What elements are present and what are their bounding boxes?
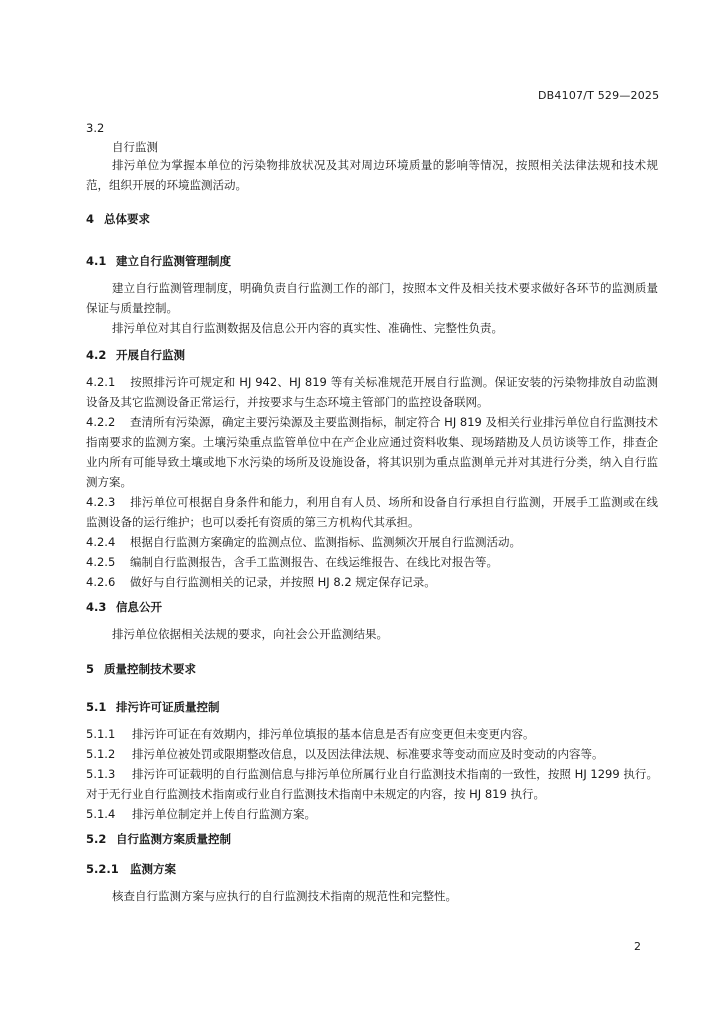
clause-text: 排污单位被处罚或限期整改信息，以及因法律法规、标准要求等变动而应及时变动的内容等。 [132, 747, 604, 761]
clause-5-1-3 [86, 764, 658, 804]
section-4-3-number: 4.3 [86, 600, 107, 614]
section-5-1-number: 5.1 [86, 700, 107, 714]
clause-text: 按照排污许可规定和 HJ 942、HJ 819 等有关标准规范开展自行监测。保证安装的污染物排放自动监测设备及其它监测设备正常运行，并按要求与生态环境主管部门的监控设备联网。 [86, 375, 658, 409]
section-4-1-paragraph-2: 排污单位对其自行监测数据及信息公开内容的真实性、准确性、完整性负责。 [112, 321, 503, 335]
clause-number: 4.2.4 [86, 535, 116, 549]
clause-number: 5.1.1 [86, 727, 116, 741]
clause-number: 4.2.2 [86, 415, 116, 429]
section-5-1-title: 排污许可证质量控制 [116, 700, 220, 714]
section-5-heading [86, 661, 196, 677]
section-4-2-number: 4.2 [86, 348, 107, 362]
clause-text: 排污单位可根据自身条件和能力，利用自有人员、场所和设备自行承担自行监测，开展手工监测或在线监测设备的运行维护；也可以委托有资质的第三方机构代其承担。 [86, 495, 658, 529]
section-5-2-1-paragraph: 核查自行监测方案与应执行的自行监测技术指南的规范性和完整性。 [112, 889, 457, 903]
clause-4-2-4 [86, 532, 658, 552]
section-5-2-1-number: 5.2.1 [86, 862, 119, 876]
clause-4-2-5 [86, 552, 658, 572]
clause-4-2-6 [86, 572, 658, 592]
clause-4-2-3 [86, 492, 658, 532]
clause-5-1-1 [86, 724, 658, 744]
section-4-2-title: 开展自行监测 [116, 348, 185, 362]
clause-text: 排污许可证在有效期内，排污单位填报的基本信息是否有应变更但未变更内容。 [132, 727, 535, 741]
clause-text: 排污单位制定并上传自行监测方案。 [132, 807, 316, 821]
clause-3-2-number: 3.2 [86, 121, 105, 135]
clause-text: 编制自行监测报告，含手工监测报告、在线运维报告、在线比对报告等。 [130, 555, 498, 569]
section-5-2-1-title: 监测方案 [130, 862, 176, 876]
clause-number: 5.1.3 [86, 767, 116, 781]
clause-text: 排污许可证载明的自行监测信息与排污单位所属行业自行监测技术指南的一致性，按照 HJ 1299 执行。对于无行业自行监测技术指南或行业自行监测技术指南中未规定的内容，按 HJ 819 执行。 [86, 767, 658, 801]
section-5-2-number: 5.2 [86, 832, 107, 846]
section-4-1-heading [86, 253, 231, 269]
page-number: 2 [634, 940, 641, 953]
clause-text: 做好与自行监测相关的记录，并按照 HJ 8.2 规定保存记录。 [130, 575, 436, 589]
section-5-number: 5 [86, 662, 95, 676]
clause-3-2-definition: 排污单位为掌握本单位的污染物排放状况及其对周边环境质量的影响等情况，按照相关法律法规和技术规范，组织开展的环境监测活动。 [86, 158, 658, 192]
section-4-1-paragraph-1: 建立自行监测管理制度，明确负责自行监测工作的部门，按照本文件及相关技术要求做好各环节的监测质量保证与质量控制。 [86, 281, 658, 315]
section-4-heading [86, 211, 150, 227]
clause-3-2-term: 自行监测 [112, 140, 158, 154]
clause-number: 5.1.4 [86, 807, 116, 821]
section-4-1-title: 建立自行监测管理制度 [116, 254, 231, 268]
section-4-1-number: 4.1 [86, 254, 107, 268]
clause-4-2-2 [86, 412, 658, 492]
clause-number: 5.1.2 [86, 747, 116, 761]
section-4-3-heading [86, 599, 162, 615]
section-5-2-1-heading [86, 861, 176, 877]
section-4-3-paragraph: 排污单位依据相关法规的要求，向社会公开监测结果。 [112, 627, 388, 641]
clause-number: 4.2.3 [86, 495, 116, 509]
section-4-3-title: 信息公开 [116, 600, 162, 614]
standard-number: DB4107/T 529—2025 [538, 89, 660, 102]
section-5-title: 质量控制技术要求 [104, 662, 196, 676]
clause-5-1-2 [86, 744, 658, 764]
section-5-2-heading [86, 831, 231, 847]
clause-text: 查清所有污染源，确定主要污染源及主要监测指标，制定符合 HJ 819 及相关行业排污单位自行监测技术指南要求的监测方案。土壤污染重点监管单位中在产企业应通过资料收集、现场踏勘及人员访谈等工作，排查企业内所有可能导致土壤或地下水污染的场所及设施设备，将其识别为重点监测单元并对其进行分类，纳入自行监测方案。 [86, 415, 658, 489]
section-4-title: 总体要求 [104, 212, 150, 226]
clause-5-1-4 [86, 804, 658, 824]
clause-number: 4.2.6 [86, 575, 116, 589]
section-4-2-heading [86, 347, 185, 363]
clause-4-2-1 [86, 372, 658, 412]
clause-text: 根据自行监测方案确定的监测点位、监测指标、监测频次开展自行监测活动。 [130, 535, 521, 549]
section-5-1-heading [86, 699, 220, 715]
clause-number: 4.2.5 [86, 555, 116, 569]
section-5-2-title: 自行监测方案质量控制 [116, 832, 231, 846]
section-4-number: 4 [86, 212, 95, 226]
clause-number: 4.2.1 [86, 375, 116, 389]
